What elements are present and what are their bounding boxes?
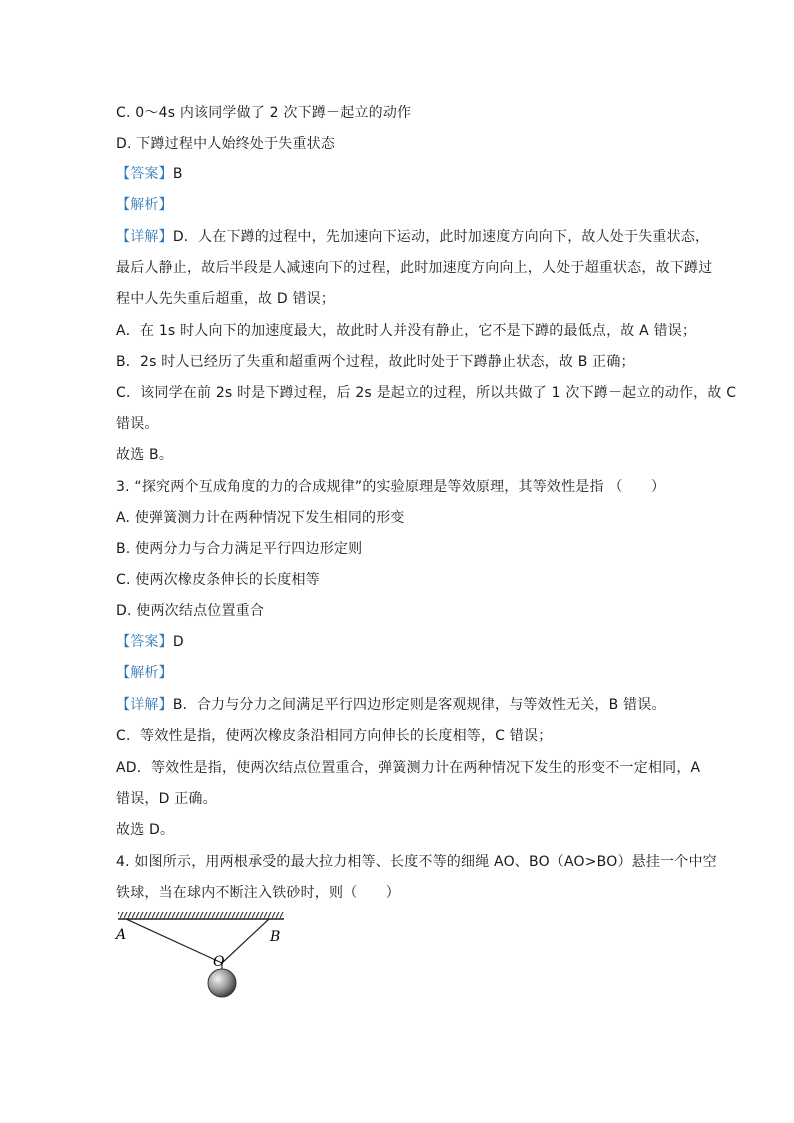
label-a: A	[116, 927, 127, 943]
q3-option-b: B. 使两分力与合力满足平行四边形定则	[116, 541, 363, 557]
label-b: B	[270, 929, 281, 945]
q3-detail-line: 错误，D 正确。	[116, 791, 217, 807]
q2-detail-line: 错误。	[116, 416, 159, 432]
label-o: O	[213, 954, 225, 970]
q3-answer-line	[116, 632, 716, 652]
rope-ao	[126, 919, 222, 963]
q2-detail-line: 程中人先失重后超重，故 D 错误；	[116, 291, 336, 307]
q3-detail-line: C．等效性是指，使两次橡皮条沿相同方向伸长的长度相等，C 错误；	[116, 728, 553, 744]
rope-bo	[222, 919, 269, 963]
q3-analysis-tag	[116, 663, 716, 683]
q3-detail-line: AD．等效性是指，使两次结点位置重合，弹簧测力计在两种情况下发生的形变不一定相同，A	[116, 760, 701, 776]
q2-option-c: C. 0～4s 内该同学做了 2 次下蹲－起立的动作	[116, 105, 412, 121]
q3-option-d: D. 使两次结点位置重合	[116, 603, 265, 619]
q2-detail-line	[116, 227, 716, 247]
ceiling-hatch	[118, 912, 284, 919]
q3-detail-line	[116, 695, 716, 715]
q2-answer-line	[116, 164, 716, 184]
q2-detail-line: A．在 1s 时人向下的加速度最大，故此时人并没有静止，它不是下蹲的最低点，故 A 错误；	[116, 323, 697, 339]
detail-text: D．人在下蹲的过程中，先加速向下运动，此时加速度方向向下，故人处于失重状态，	[172, 229, 710, 245]
analysis-tag: 【解析】	[116, 197, 173, 213]
q2-detail-line: B．2s 时人已经历了失重和超重两个过程，故此时处于下蹲静止状态，故 B 正确；	[116, 354, 635, 370]
q2-conclusion: 故选 B。	[116, 447, 174, 463]
q3-option-a: A. 使弹簧测力计在两种情况下发生相同的形变	[116, 510, 405, 526]
q3-option-c: C. 使两次橡皮条伸长的长度相等	[116, 572, 320, 588]
answer-tag: 【答案】	[116, 634, 173, 650]
analysis-tag: 【解析】	[116, 665, 173, 681]
detail-tag: 【详解】	[116, 229, 173, 245]
q2-detail-line: C．该同学在前 2s 时是下蹲过程，后 2s 是起立的过程，所以共做了 1 次下蹲－起立的动作，故 C	[116, 385, 737, 401]
answer-value: B	[172, 166, 183, 182]
answer-value: D	[172, 634, 184, 650]
q2-option-d: D. 下蹲过程中人始终处于失重状态	[116, 136, 336, 152]
q3-conclusion: 故选 D。	[116, 822, 175, 838]
q4-figure	[112, 910, 292, 1005]
detail-text: B．合力与分力之间满足平行四边形定则是客观规律，与等效性无关，B 错误。	[172, 697, 666, 713]
q4-stem-line2: 铁球，当在球内不断注入铁砂时，则（ ）	[116, 885, 400, 901]
iron-ball	[208, 969, 236, 997]
q4-stem-line1: 4. 如图所示，用两根承受的最大拉力相等、长度不等的细绳 AO、BO（AO>BO）悬挂一个中空	[116, 854, 717, 870]
detail-tag: 【详解】	[116, 697, 173, 713]
answer-tag: 【答案】	[116, 166, 173, 182]
q2-detail-line: 最后人静止，故后半段是人减速向下的过程，此时加速度方向向上，人处于超重状态，故下蹲过	[116, 260, 713, 276]
q3-stem: 3. “探究两个互成角度的力的合成规律”的实验原理是等效原理，其等效性是指 （ ）	[116, 479, 666, 495]
q2-analysis-tag	[116, 195, 716, 215]
